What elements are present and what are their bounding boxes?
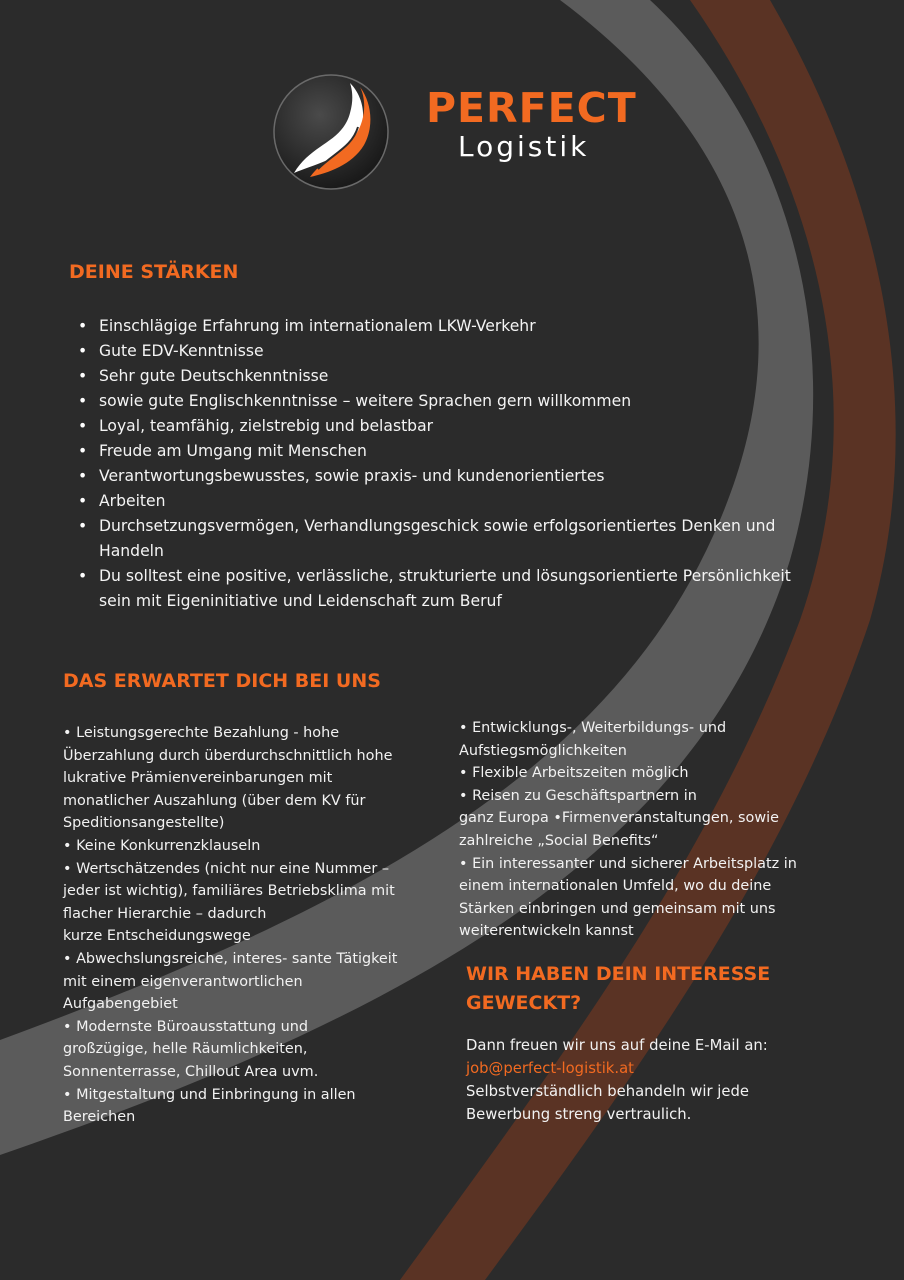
strength-item-text: sein mit Eigeninitiative und Leidenschaft zum Beruf (99, 592, 502, 610)
strength-item (78, 414, 838, 439)
strength-item (78, 389, 838, 414)
strength-item-text: • Verantwortungsbewusstes, sowie praxis- und kundenorientiertes (99, 467, 605, 485)
strength-item (78, 489, 838, 514)
contact-block (466, 1034, 768, 1126)
offer-line: • Leistungsgerechte Bezahlung - hohe (63, 725, 340, 741)
offer-line: Stärken einbringen und gemeinsam mit uns (459, 900, 776, 917)
offer-line: kurze Entscheidungswege (63, 928, 251, 945)
brand-subtitle: Logistik (458, 130, 590, 163)
brand-wordmark (426, 86, 637, 164)
contact-note-line2: Bewerbung streng vertraulich. (466, 1106, 692, 1123)
offer-line: • Reisen zu Geschäftspartnern in (459, 787, 697, 804)
strength-item (78, 364, 838, 389)
offer-line: Speditionsangestellte) (63, 815, 225, 832)
offer-line: • Mitgestaltung und Einbringung in allen (63, 1086, 356, 1103)
offer-line: Sonnenterrasse, Chillout Area uvm. (63, 1063, 319, 1080)
offer-line: mit einem eigenverantwortlichen (63, 973, 303, 990)
offer-line: • Modernste Büroausstattung und (63, 1018, 309, 1035)
offer-line: • Keine Konkurrenzklauseln (63, 837, 261, 854)
offer-line: ganz Europa •Firmenveranstaltungen, sowie (459, 810, 779, 827)
offer-line: Bereichen (63, 1109, 136, 1126)
strength-item-text: • Gute EDV-Kenntnisse (99, 342, 264, 360)
offer-line: • Flexible Arbeitszeiten möglich (459, 765, 689, 782)
strength-item-text: • Loyal, teamfähig, zielstrebig und belastbar (99, 417, 434, 435)
strength-item-text: • Freude am Umgang mit Menschen (99, 442, 367, 460)
offer-line: weiterentwickeln kannst (459, 923, 634, 940)
interest-heading-line1: WIR HABEN DEIN INTERESSE (466, 963, 771, 985)
strength-item-text: • Arbeiten (99, 492, 166, 510)
offer-heading: DAS ERWARTET DICH BEI UNS (63, 670, 381, 692)
strength-item (78, 564, 838, 614)
logo-road-icon (272, 73, 390, 191)
offer-line: lukrative Prämienvereinbarungen mit (63, 770, 333, 787)
offer-right-column (459, 717, 819, 943)
offer-line: Aufgabengebiet (63, 996, 178, 1013)
interest-heading-line2: GEWECKT? (466, 992, 582, 1014)
offer-line: Überzahlung durch überdurchschnittlich hohe (63, 747, 393, 764)
offer-line: Aufstiegsmöglichkeiten (459, 742, 627, 759)
strength-item-text: • sowie gute Englischkenntnisse – weitere Sprachen gern willkommen (99, 392, 632, 410)
strength-item (78, 464, 838, 489)
offer-line: flacher Hierarchie – dadurch (63, 905, 267, 922)
offer-line: einem internationalen Umfeld, wo du deine (459, 878, 772, 895)
interest-heading (466, 960, 770, 1018)
strength-item (78, 439, 838, 464)
contact-email-link[interactable]: job@perfect-logistik.at (466, 1060, 634, 1077)
strength-item-text: • Einschlägige Erfahrung im internationalem LKW-Verkehr (99, 317, 536, 335)
offer-line: großzügige, helle Räumlichkeiten, (63, 1041, 308, 1058)
brand-name: PERFECT (426, 84, 637, 132)
strength-item (78, 339, 838, 364)
offer-left-column (63, 722, 443, 1129)
contact-intro: Dann freuen wir uns auf deine E-Mail an: (466, 1037, 768, 1054)
offer-line: • Entwicklungs-, Weiterbildungs- und (459, 720, 727, 736)
strength-item-text: • Sehr gute Deutschkenntnisse (99, 367, 329, 385)
offer-line: zahlreiche „Social Benefits“ (459, 832, 659, 849)
strengths-list (78, 314, 838, 614)
strengths-heading: DEINE STÄRKEN (69, 261, 239, 283)
contact-note-line1: Selbstverständlich behandeln wir jede (466, 1083, 749, 1100)
offer-line: jeder ist wichtig), familiäres Betriebsklima mit (63, 883, 395, 900)
offer-line: • Ein interessanter und sicherer Arbeitsplatz in (459, 855, 797, 872)
strength-item-text: Handeln (99, 542, 164, 560)
strength-item-text: • Durchsetzungsvermögen, Verhandlungsgeschick sowie erfolgsorientiertes Denken und (99, 517, 776, 535)
strength-item (78, 514, 838, 564)
offer-line: • Abwechslungsreiche, interes- sante Tätigkeit (63, 950, 398, 967)
offer-line: monatlicher Auszahlung (über dem KV für (63, 792, 366, 809)
strength-item-text: • Du solltest eine positive, verlässliche, strukturierte und lösungsorientierte Persönlichkeit (99, 567, 791, 585)
strength-item (78, 314, 838, 339)
offer-line: • Wertschätzendes (nicht nur eine Nummer – (63, 860, 390, 877)
